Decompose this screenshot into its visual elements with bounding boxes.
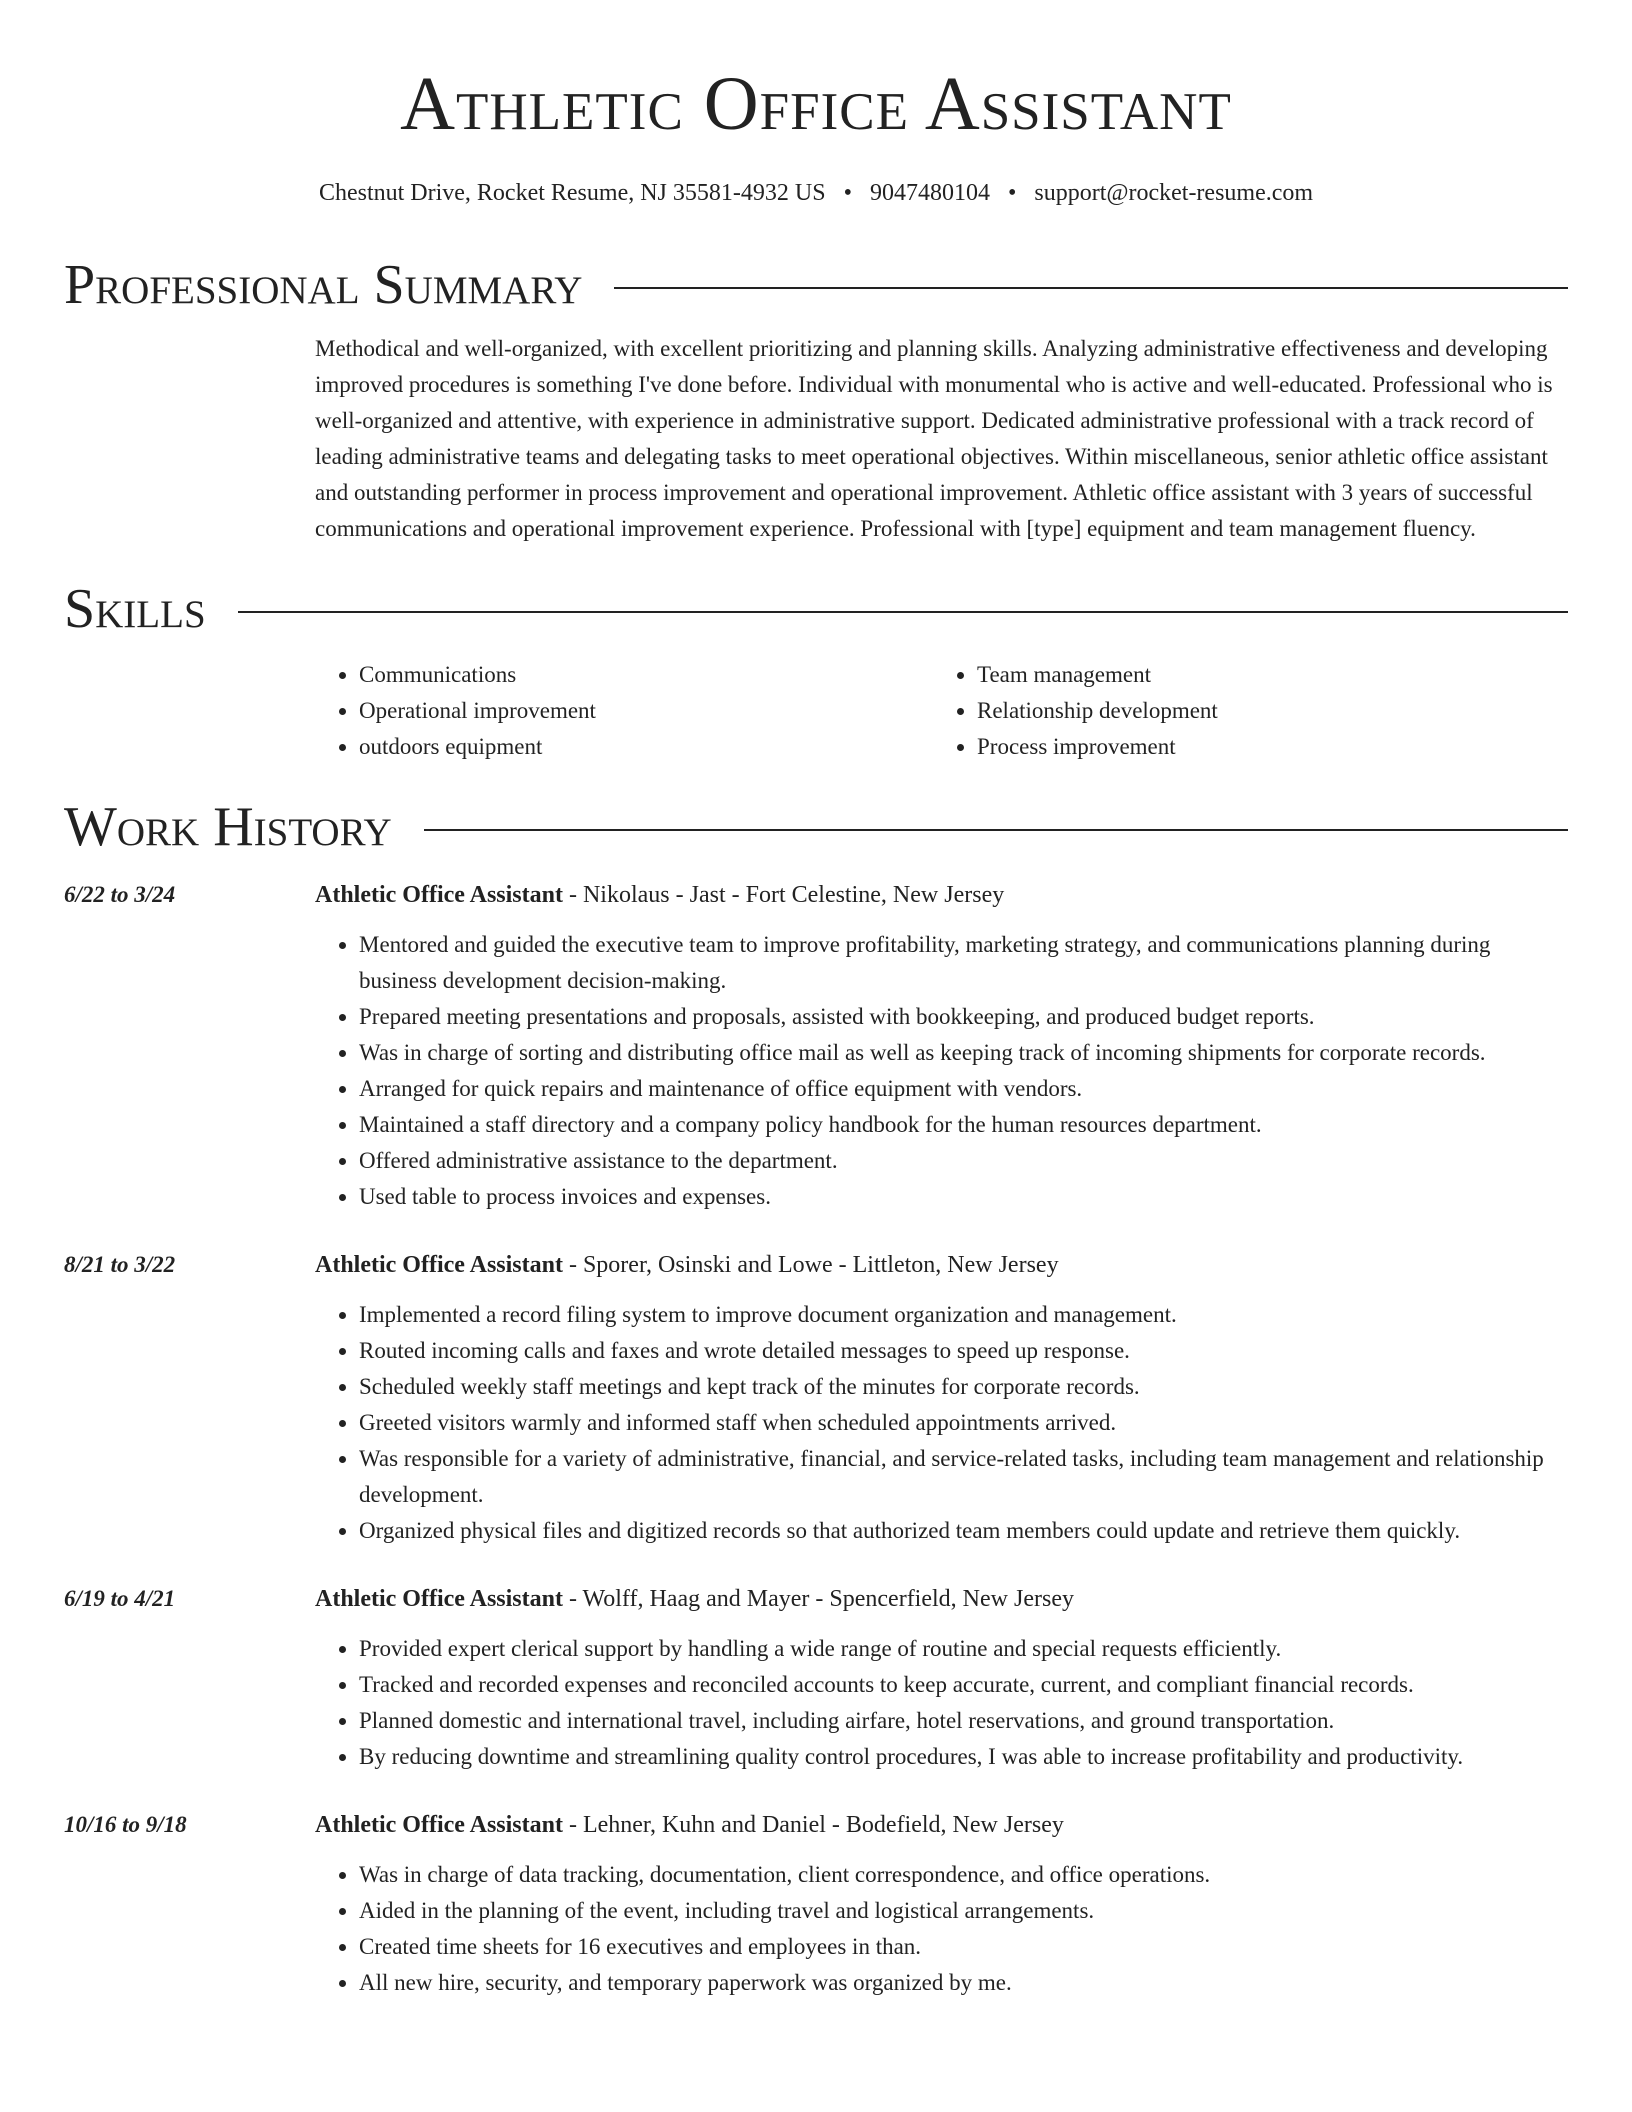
job-bullet: • Greeted visitors warmly and informed staff when scheduled appointments arrived. <box>359 1405 1568 1441</box>
skill-item: • Relationship development <box>977 693 1551 729</box>
job-bullet: • Offered administrative assistance to the department. <box>359 1143 1568 1179</box>
job-dates: 8/21 to 3/22 <box>64 1252 176 1277</box>
job-bullets <box>315 1297 1568 1549</box>
contact-address: Chestnut Drive, Rocket Resume, NJ 35581-4932 US <box>318 180 826 206</box>
job-title: Athletic Office Assistant <box>315 1586 563 1612</box>
job-bullet: • Provided expert clerical support by handling a wide range of routine and special requests efficiently. <box>359 1631 1568 1667</box>
job-details <box>315 1581 1568 1775</box>
job-bullets <box>315 1857 1568 2001</box>
skills-heading-text: Skills <box>64 578 206 640</box>
job-bullet: • Maintained a staff directory and a company policy handbook for the human resources department. <box>359 1107 1568 1143</box>
section-divider <box>614 287 1568 289</box>
skill-item: • Team management <box>977 657 1551 693</box>
skill-item: • Communications <box>359 657 933 693</box>
summary-section-heading <box>64 254 1568 316</box>
job-details <box>315 877 1568 1215</box>
job-dates: 6/22 to 3/24 <box>64 882 176 907</box>
skills-column-right <box>933 657 1551 765</box>
job-bullet: • Aided in the planning of the event, including travel and logistical arrangements. <box>359 1893 1568 1929</box>
job-bullet: • Used table to process invoices and expenses. <box>359 1179 1568 1215</box>
job-dates: 10/16 to 9/18 <box>64 1812 187 1837</box>
job-bullet: • By reducing downtime and streamlining quality control procedures, I was able to increase profitability and productivity. <box>359 1739 1568 1775</box>
job-header <box>315 1247 1568 1283</box>
job-bullet: • Created time sheets for 16 executives and employees in than. <box>359 1929 1568 1965</box>
job-title: Athletic Office Assistant <box>315 1252 563 1278</box>
section-divider <box>238 611 1568 613</box>
skills-list <box>315 657 1568 765</box>
section-divider <box>424 829 1568 831</box>
job-employer: - Lehner, Kuhn and Daniel - Bodefield, New Jersey <box>562 1812 1064 1838</box>
job-bullet: • Planned domestic and international travel, including airfare, hotel reservations, and ground transportation. <box>359 1703 1568 1739</box>
contact-phone: 9047480104 <box>869 180 990 206</box>
summary-text: Methodical and well-organized, with excellent prioritizing and planning skills. Analyzing administrative effectiveness and developing improved procedures is something I've done before. Individual with monumental who is active and well-educated. Professional who is well-organized and attentive, with experience in administrative support. Dedicated administrative professional with a track record of leading administrative teams and delegating tasks to meet operational objectives. Within miscellaneous, senior athletic office assistant and outstanding performer in process improvement and operational improvement. Athletic office assistant with 3 years of successful communications and operational improvement experience. Professional with [type] equipment and team management fluency. <box>315 336 1553 541</box>
job-bullet: • Routed incoming calls and faxes and wrote detailed messages to speed up response. <box>359 1333 1568 1369</box>
job-bullet: • All new hire, security, and temporary paperwork was organized by me. <box>359 1965 1568 2001</box>
job-title: Athletic Office Assistant <box>315 882 563 908</box>
job-header <box>315 1807 1568 1843</box>
job-employer: - Sporer, Osinski and Lowe - Littleton, New Jersey <box>562 1252 1059 1278</box>
job-bullet: • Scheduled weekly staff meetings and kept track of the minutes for corporate records. <box>359 1369 1568 1405</box>
contact-separator: • <box>1007 180 1017 206</box>
job-title: Athletic Office Assistant <box>315 1812 563 1838</box>
job-bullet: • Was in charge of sorting and distributing office mail as well as keeping track of incoming shipments for corporate records. <box>359 1035 1568 1071</box>
summary-heading-text: Professional Summary <box>64 254 583 316</box>
job-entry <box>64 1247 1568 1549</box>
job-bullet: • Implemented a record filing system to improve document organization and management. <box>359 1297 1568 1333</box>
job-entry <box>64 1807 1568 2001</box>
job-header <box>315 877 1568 913</box>
job-bullets <box>315 1631 1568 1775</box>
job-bullet: • Was in charge of data tracking, documentation, client correspondence, and office operations. <box>359 1857 1568 1893</box>
job-entry <box>64 877 1568 1215</box>
candidate-name: Athletic Office Assistant <box>400 62 1232 146</box>
skill-item: • Operational improvement <box>359 693 933 729</box>
job-bullet: • Was responsible for a variety of administrative, financial, and service-related tasks, including team management and relationship development. <box>359 1441 1568 1513</box>
job-bullet: • Mentored and guided the executive team to improve profitability, marketing strategy, and communications planning during business development decision-making. <box>359 927 1568 999</box>
contact-email: support@rocket-resume.com <box>1034 180 1314 206</box>
job-employer: - Nikolaus - Jast - Fort Celestine, New Jersey <box>562 882 1005 908</box>
job-header <box>315 1581 1568 1617</box>
job-bullet: • Organized physical files and digitized records so that authorized team members could update and retrieve them quickly. <box>359 1513 1568 1549</box>
job-bullet: • Tracked and recorded expenses and reconciled accounts to keep accurate, current, and compliant financial records. <box>359 1667 1568 1703</box>
work-history-section-heading <box>64 796 1568 858</box>
job-bullet: • Prepared meeting presentations and proposals, assisted with bookkeeping, and produced budget reports. <box>359 999 1568 1035</box>
job-bullet: • Arranged for quick repairs and maintenance of office equipment with vendors. <box>359 1071 1568 1107</box>
job-details <box>315 1247 1568 1549</box>
skill-item: • Process improvement <box>977 729 1551 765</box>
job-employer: - Wolff, Haag and Mayer - Spencerfield, New Jersey <box>562 1586 1074 1612</box>
job-entry <box>64 1581 1568 1775</box>
skill-item: • outdoors equipment <box>359 729 933 765</box>
job-bullets <box>315 927 1568 1215</box>
job-dates: 6/19 to 4/21 <box>64 1586 176 1611</box>
contact-separator: • <box>843 180 852 206</box>
contact-line <box>64 180 1568 207</box>
work-history-heading-text: Work History <box>64 796 392 858</box>
skills-section-heading <box>64 578 1568 640</box>
job-details <box>315 1807 1568 2001</box>
skills-column-left <box>315 657 933 765</box>
